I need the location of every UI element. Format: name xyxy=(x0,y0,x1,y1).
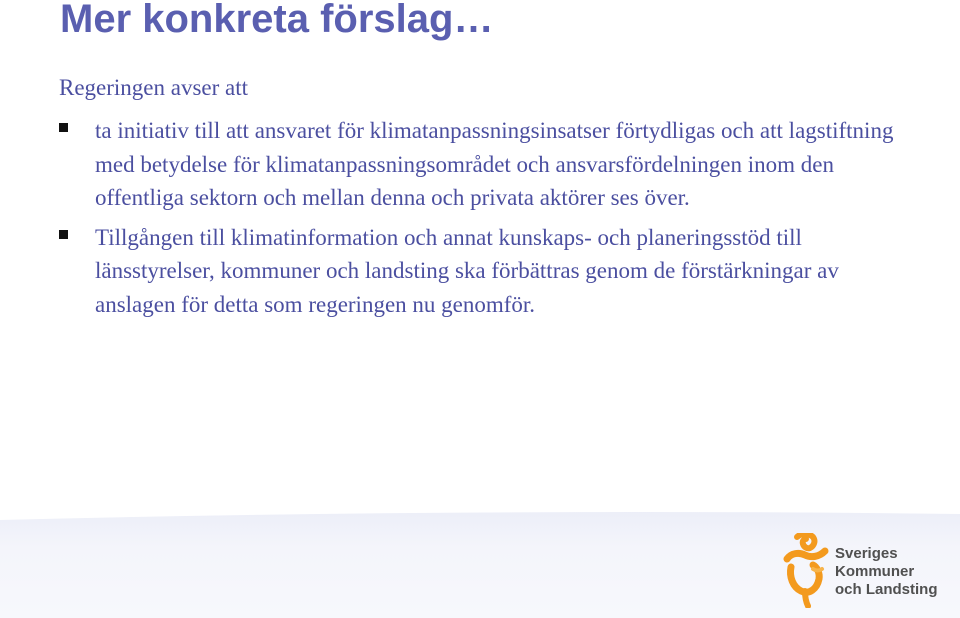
bullet-text: ta initiativ till att ansvaret för klimatanpassningsinsatser förtydligas och att lagstiftning med betydelse för klimatanpassningsområdet och ansvarsfördelningen inom den offentliga sektorn och mellan denna och privata aktörer ses över. xyxy=(95,118,894,210)
bullet-text: Tillgången till klimatinformation och annat kunskaps- och planeringsstöd till länsstyrelser, kommuner och landsting ska förbättras genom de förstärkningar av anslagen för detta som regeringen nu genomför. xyxy=(95,224,839,317)
bullet-item xyxy=(59,114,919,215)
logo-wordmark xyxy=(835,545,938,599)
logo-line: Kommuner xyxy=(835,563,915,580)
square-bullet-icon xyxy=(59,123,68,132)
square-bullet-icon xyxy=(59,230,68,239)
skl-figure-logo-icon xyxy=(783,533,829,608)
logo-line: Sveriges xyxy=(835,545,898,562)
skl-logo xyxy=(783,533,943,608)
bullet-list xyxy=(59,114,919,327)
intro-text: Regeringen avser att xyxy=(59,75,249,100)
slide-title: Mer konkreta förslag… xyxy=(60,0,494,41)
bullet-item xyxy=(59,221,919,322)
logo-line: och Landsting xyxy=(835,581,938,598)
